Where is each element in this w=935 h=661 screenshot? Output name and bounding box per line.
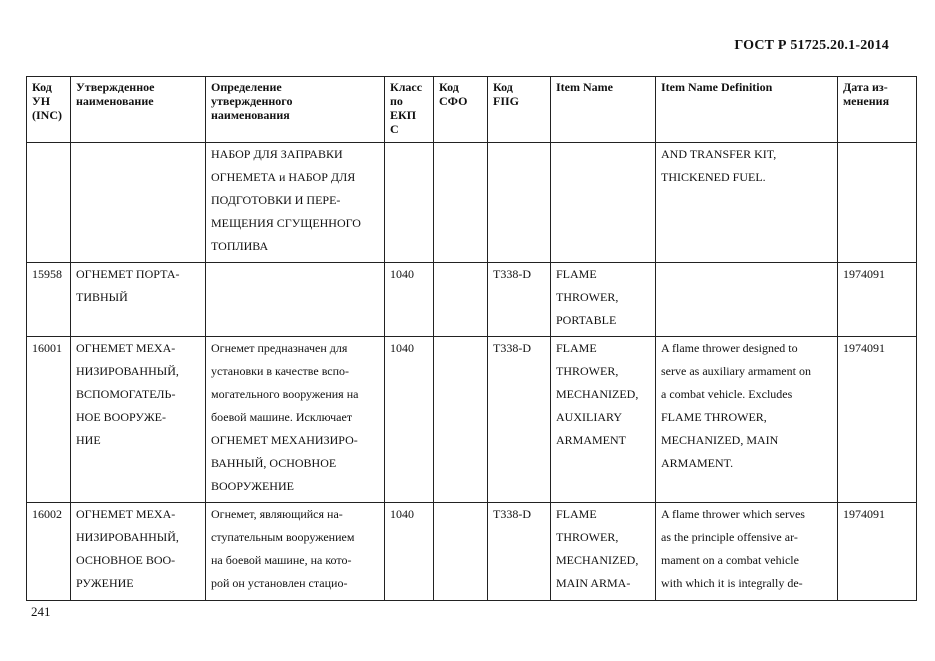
cell-sfo bbox=[434, 503, 488, 601]
cell-approved-name: ОГНЕМЕТ МЕХА- НИЗИРОВАННЫЙ, ВСПОМОГАТЕЛЬ- НОЕ ВООРУЖЕ- НИЕ bbox=[71, 337, 206, 503]
col-header-fiig: Код FIIG bbox=[488, 77, 551, 143]
cell-name-definition bbox=[206, 263, 385, 337]
cell-item-name-definition: A flame thrower which serves as the principle offensive ar- mament on a combat vehicle with which it is integrally de- bbox=[656, 503, 838, 601]
cell-name-definition: Огнемет предназначен для установки в качестве вспо- могательного вооружения на боевой машине. Исключает ОГНЕМЕТ МЕХАНИЗИРО- ВАННЫЙ, ОСНОВНОЕ ВООРУЖЕНИЕ bbox=[206, 337, 385, 503]
cell-change-date: 1974091 bbox=[838, 263, 917, 337]
cell-approved-name: ОГНЕМЕТ ПОРТА- ТИВНЫЙ bbox=[71, 263, 206, 337]
cell-item-name: FLAME THROWER, PORTABLE bbox=[551, 263, 656, 337]
cell-approved-name: ОГНЕМЕТ МЕХА- НИЗИРОВАННЫЙ, ОСНОВНОЕ ВОО- РУЖЕНИЕ bbox=[71, 503, 206, 601]
col-header-approved-name: Утвержденное наименование bbox=[71, 77, 206, 143]
col-header-inc: Код УН (INC) bbox=[27, 77, 71, 143]
cell-change-date: 1974091 bbox=[838, 503, 917, 601]
cell-fiig: T338-D bbox=[488, 263, 551, 337]
cell-inc: 15958 bbox=[27, 263, 71, 337]
cell-item-name bbox=[551, 143, 656, 263]
table-row bbox=[27, 337, 917, 503]
col-header-class: Класс по ЕКП С bbox=[385, 77, 434, 143]
cell-inc bbox=[27, 143, 71, 263]
table-row bbox=[27, 263, 917, 337]
cell-sfo bbox=[434, 337, 488, 503]
cell-fiig bbox=[488, 143, 551, 263]
cell-fiig: T338-D bbox=[488, 503, 551, 601]
table-row bbox=[27, 143, 917, 263]
table-header-row bbox=[27, 77, 917, 143]
col-header-name-definition: Определение утвержденного наименования bbox=[206, 77, 385, 143]
cell-sfo bbox=[434, 143, 488, 263]
cell-fiig: T338-D bbox=[488, 337, 551, 503]
cell-item-name-definition bbox=[656, 263, 838, 337]
cell-change-date bbox=[838, 143, 917, 263]
col-header-sfo: Код СФО bbox=[434, 77, 488, 143]
cell-item-name: FLAME THROWER, MECHANIZED, AUXILIARY ARMAMENT bbox=[551, 337, 656, 503]
nomenclature-table bbox=[26, 76, 917, 601]
cell-item-name-definition: A flame thrower designed to serve as auxiliary armament on a combat vehicle. Excludes FLAME THROWER, MECHANIZED, MAIN ARMAMENT. bbox=[656, 337, 838, 503]
cell-name-definition: НАБОР ДЛЯ ЗАПРАВКИ ОГНЕМЕТА и НАБОР ДЛЯ ПОДГОТОВКИ И ПЕРЕ- МЕЩЕНИЯ СГУЩЕННОГО ТОПЛИВА bbox=[206, 143, 385, 263]
cell-change-date: 1974091 bbox=[838, 337, 917, 503]
page-number: 241 bbox=[31, 604, 51, 619]
cell-item-name: FLAME THROWER, MECHANIZED, MAIN ARMA- bbox=[551, 503, 656, 601]
cell-sfo bbox=[434, 263, 488, 337]
col-header-item-name-definition: Item Name Definition bbox=[656, 77, 838, 143]
cell-name-definition: Огнемет, являющийся на- ступательным вооружением на боевой машине, на кото- рой он установлен стацио- bbox=[206, 503, 385, 601]
col-header-change-date: Дата из- менения bbox=[838, 77, 917, 143]
cell-class bbox=[385, 143, 434, 263]
cell-item-name-definition: AND TRANSFER KIT, THICKENED FUEL. bbox=[656, 143, 838, 263]
cell-class: 1040 bbox=[385, 263, 434, 337]
cell-inc: 16001 bbox=[27, 337, 71, 503]
table-row bbox=[27, 503, 917, 601]
col-header-item-name: Item Name bbox=[551, 77, 656, 143]
cell-class: 1040 bbox=[385, 503, 434, 601]
cell-class: 1040 bbox=[385, 337, 434, 503]
document-code: ГОСТ Р 51725.20.1-2014 bbox=[734, 38, 889, 53]
cell-inc: 16002 bbox=[27, 503, 71, 601]
cell-approved-name bbox=[71, 143, 206, 263]
